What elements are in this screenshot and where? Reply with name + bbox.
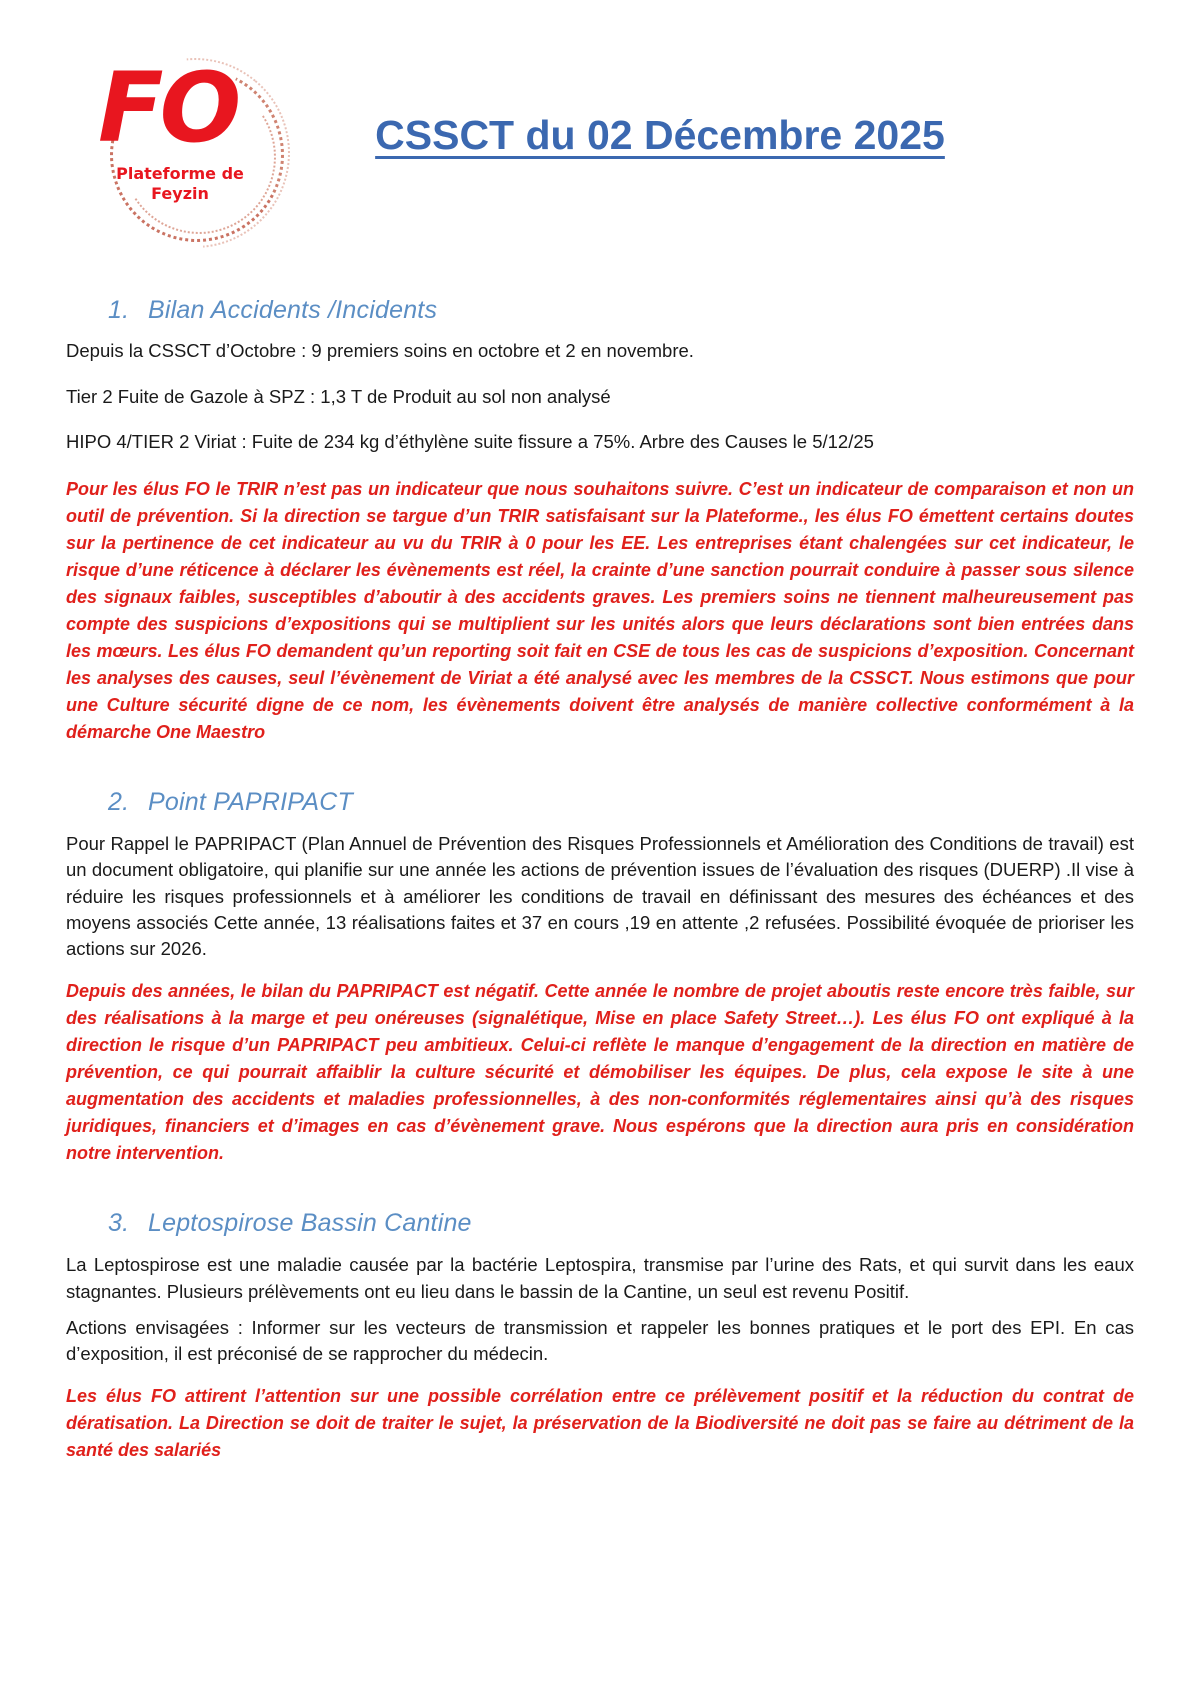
section-3-heading bbox=[66, 1209, 1134, 1238]
document-body bbox=[0, 296, 1200, 1464]
section-3-number: 3. bbox=[108, 1209, 130, 1238]
section-3-paragraph-1: La Leptospirose est une maladie causée par la bactérie Leptospira, transmise par l’urine des Rats, et qui survit dans les eaux stagnantes. Plusieurs prélèvements ont eu lieu dans le bassin de la Cantine, un seul est revenu Positif. bbox=[66, 1254, 1134, 1302]
section-1-title: Bilan Accidents /Incidents bbox=[148, 296, 438, 324]
section-2-number: 2. bbox=[108, 788, 130, 817]
section-bilan-accidents-incidents bbox=[66, 296, 1134, 746]
section-1-line-2: Tier 2 Fuite de Gazole à SPZ : 1,3 T de Produit au sol non analysé bbox=[66, 385, 611, 407]
fo-logo bbox=[92, 52, 292, 247]
section-3-title: Leptospirose Bassin Cantine bbox=[148, 1209, 472, 1238]
section-leptospirose-bassin-cantine bbox=[66, 1209, 1134, 1464]
section-2-heading bbox=[66, 788, 1134, 817]
section-1-heading bbox=[66, 296, 1134, 325]
logo-subtitle-text: Plateforme de Feyzin bbox=[116, 164, 244, 203]
page-title: CSSCT du 02 Décembre 2025 bbox=[375, 112, 945, 158]
logo-mark-text: FO bbox=[98, 52, 238, 164]
section-1-fo-comment: Pour les élus FO le TRIR n’est pas un indicateur que nous souhaitons suivre. C’est un indicateur de comparaison et non un outil de prévention. Si la direction se targue d’un TRIR satisfaisant sur la Plateforme., les élus FO émettent certains doutes sur la pertinence de cet indicateur au vu du TRIR à 0 pour les EE. Les entreprises étant chalengées sur cet indicateur, le risque d’une réticence à déclarer les évènements est réel, la crainte d’une sanction pourrait conduire à passer sous silence des signaux faibles, susceptibles d’aboutir à des accidents graves. Les premiers soins ne tiennent malheureusement pas compte des suspicions d’expositions qui se multiplient sur les unités alors que leurs déclarations sont bien entrées dans les mœurs. Les élus FO demandent qu’un reporting soit fait en CSE de tous les cas de suspicions d’exposition. Concernant les analyses des causes, seul l’évènement de Viriat a été analysé avec les membres de la CSSCT. Nous estimons que pour une Culture sécurité digne de ce nom, les évènements doivent être analysés de manière collective conformément à la démarche One Maestro bbox=[66, 479, 1134, 743]
section-1-line-3: HIPO 4/TIER 2 Viriat : Fuite de 234 kg d’éthylène suite fissure a 75%. Arbre des Causes le 5/12/25 bbox=[66, 431, 874, 453]
section-2-fo-comment: Depuis des années, le bilan du PAPRIPACT est négatif. Cette année le nombre de projet aboutis reste encore très faible, sur des réalisations à la marge et peu onéreuses (signalétique, Mise en place Safety Street…). Les élus FO ont expliqué à la direction le risque d’un PAPRIPACT peu ambitieux. Celui-ci reflète le manque d’engagement de la direction en matière de prévention, ce qui pourrait affaiblir la culture sécurité et démobiliser les équipes. De plus, cela expose le site à une augmentation des accidents et maladies professionnelles, à des non-conformités réglementaires ainsi qu’à des risques juridiques, financiers et d’images en cas d’évènement grave. Nous espérons que la direction aura pris en considération notre intervention. bbox=[66, 981, 1134, 1164]
section-3-paragraph-2: Actions envisagées : Informer sur les vecteurs de transmission et rappeler les bonnes pratiques et le port des EPI. En cas d’exposition, il est préconisé de se rapprocher du médecin. bbox=[66, 1316, 1134, 1365]
section-1-number: 1. bbox=[108, 296, 130, 324]
section-point-papripact bbox=[66, 788, 1134, 1167]
section-3-fo-comment: Les élus FO attirent l’attention sur une possible corrélation entre ce prélèvement positif et la réduction du contrat de dératisation. La Direction se doit de traiter le sujet, la préservation de la Biodiversité ne doit pas se faire au détriment de la santé des salariés bbox=[66, 1386, 1134, 1461]
document-header bbox=[0, 0, 1200, 250]
section-1-line-1: Depuis la CSSCT d’Octobre : 9 premiers soins en octobre et 2 en novembre. bbox=[66, 340, 694, 361]
section-2-paragraph: Pour Rappel le PAPRIPACT (Plan Annuel de Prévention des Risques Professionnels et Amélioration des Conditions de travail) est un document obligatoire, qui planifie sur une année les actions de prévention issues de l’évaluation des risques (DUERP) .Il vise à réduire les risques professionnels et à améliorer les conditions de travail en définissant des mesures des échéances et des moyens associés Cette année, 13 réalisations faites et 37 en cours ,19 en attente ,2 refusées. Possibilité évoquée de prioriser les actions sur 2026. bbox=[66, 833, 1134, 960]
section-2-title: Point PAPRIPACT bbox=[148, 788, 353, 817]
